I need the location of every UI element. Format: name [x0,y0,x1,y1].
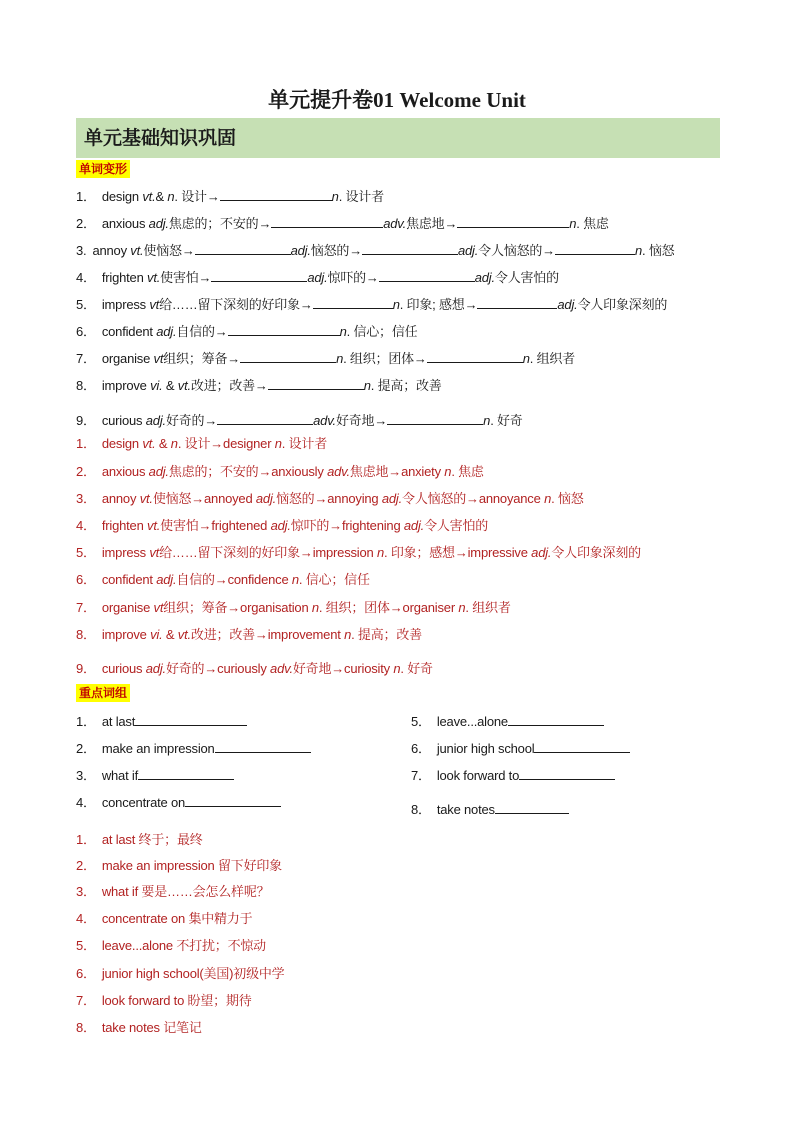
answer-blank[interactable] [268,376,364,390]
answer-blank[interactable] [220,187,332,201]
answer-blank[interactable] [138,766,234,780]
phrase-1: 1． at last [76,712,247,730]
phrase-2: 2． make an impression [76,739,311,757]
answer-blank[interactable] [379,268,475,282]
answer-blank[interactable] [313,295,393,309]
phrase-3: 3． what if [76,766,234,784]
question-5: 5． impress vt给……留下深刻的好印象→ n. 印象; 感想→ adj.令人印象深刻的 [76,297,668,312]
phrase-8: 8． take notes [411,800,569,818]
phrase-answer-1: 1． at last 终于；最终 [76,832,203,847]
answer-blank[interactable] [135,712,247,726]
phrase-5: 5． leave...alone [411,712,604,730]
answer-blank[interactable] [387,411,483,425]
question-2: 2． anxious adj.焦虑的；不安的→ adv.焦虑地→ n. 焦虑 [76,216,609,231]
answer-5: 5． impress vt给……留下深刻的好印象→impression n. 印象；感想→impressive adj.令人印象深刻的 [76,545,641,560]
section-header: 单元基础知识巩固 [76,118,720,158]
answer-blank[interactable] [534,739,630,753]
answer-blank[interactable] [211,268,307,282]
answer-blank[interactable] [271,214,383,228]
phrase-7: 7． look forward to [411,766,615,784]
answer-blank[interactable] [215,739,311,753]
answer-7: 7． organise vt组织；筹备→organisation n. 组织；团体→organiser n. 组织者 [76,600,511,615]
answer-6: 6． confident adj.自信的→confidence n. 信心；信任 [76,572,370,587]
question-9: 9． curious adj.好奇的→ adv.好奇地→ n. 好奇 [76,413,523,428]
phrase-answer-4: 4． concentrate on 集中精力于 [76,911,253,926]
question-1: 1． design vt.& n. 设计→ n. 设计者 [76,189,384,204]
answer-blank[interactable] [240,349,336,363]
answer-blank[interactable] [495,800,569,814]
answer-3: 3． annoy vt.使恼怒→annoyed adj.恼怒的→annoying adj.令人恼怒的→annoyance n. 恼怒 [76,491,584,506]
answer-blank[interactable] [519,766,615,780]
answer-blank[interactable] [427,349,523,363]
answer-2: 2． anxious adj.焦虑的；不安的→anxiously adv.焦虑地→anxiety n. 焦虑 [76,464,484,479]
answer-8: 8． improve vi. & vt.改进；改善→improvement n. 提高；改善 [76,627,422,642]
answer-blank[interactable] [217,411,313,425]
answer-blank[interactable] [362,241,458,255]
answer-blank[interactable] [228,322,340,336]
phrase-answer-5: 5． leave...alone 不打扰；不惊动 [76,938,266,953]
phrase-answer-6: 6． junior high school(美国)初级中学 [76,966,285,981]
phrase-4: 4． concentrate on [76,793,281,811]
answer-4: 4． frighten vt.使害怕→frightened adj.惊吓的→frightening adj.令人害怕的 [76,518,489,533]
page-title: 单元提升卷01 Welcome Unit [268,88,526,112]
answer-blank[interactable] [508,712,604,726]
answer-blank[interactable] [555,241,635,255]
phrase-answer-7: 7． look forward to 盼望；期待 [76,993,252,1008]
question-3: 3. annoy vt.使恼怒→ adj.恼怒的→ adj.令人恼怒的→ n. 恼怒 [76,243,675,258]
answer-1: 1． design vt. & n. 设计→designer n. 设计者 [76,436,327,451]
answer-9: 9． curious adj.好奇的→curiously adv.好奇地→curiosity n. 好奇 [76,661,433,676]
word-forms-tag: 单词变形 [76,160,130,178]
question-6: 6． confident adj.自信的→ n. 信心；信任 [76,324,418,339]
answer-blank[interactable] [185,793,281,807]
phrase-6: 6． junior high school [411,739,630,757]
phrases-tag: 重点词组 [76,684,130,702]
answer-blank[interactable] [195,241,291,255]
question-8: 8． improve vi. & vt.改进；改善→ n. 提高；改善 [76,378,442,393]
question-4: 4． frighten vt.使害怕→ adj.惊吓的→ adj.令人害怕的 [76,270,559,285]
phrase-answer-3: 3． what if 要是……会怎么样呢？ [76,884,270,899]
phrase-answer-2: 2． make an impression 留下好印象 [76,858,282,873]
answer-blank[interactable] [477,295,557,309]
question-7: 7． organise vt组织；筹备→ n. 组织；团体→ n. 组织者 [76,351,575,366]
answer-blank[interactable] [457,214,569,228]
phrase-answer-8: 8． take notes 记笔记 [76,1020,202,1035]
